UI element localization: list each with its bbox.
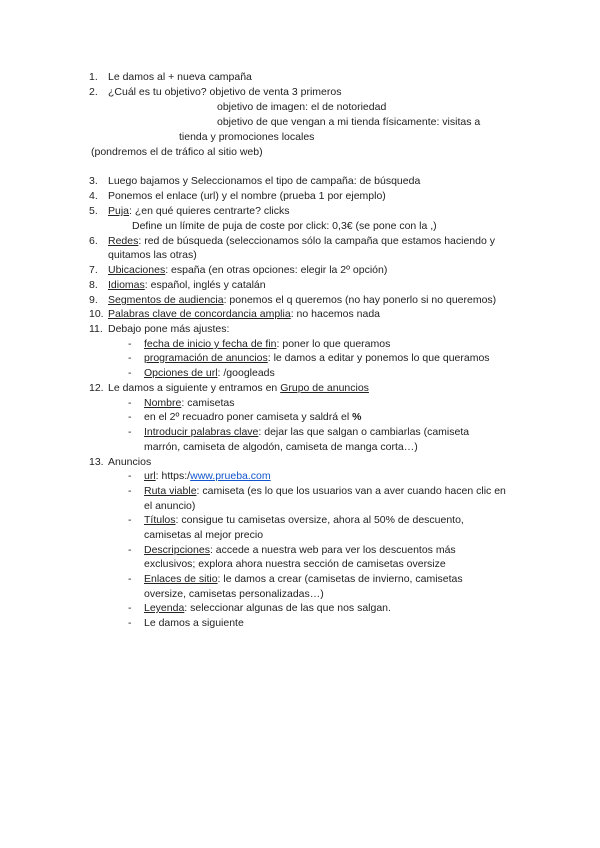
bullet-dash: - (128, 617, 132, 629)
sub-item-continuation: camisetas al mejor precio (144, 529, 264, 541)
sub-item-label: Títulos (144, 514, 176, 526)
item-text: Ponemos el enlace (url) y el nombre (prueba 1 por ejemplo) (108, 190, 386, 202)
bullet-dash: - (128, 573, 132, 585)
item-text: Debajo pone más ajustes: (108, 323, 230, 335)
sub-item: Le damos a siguiente (144, 617, 244, 629)
sub-item-continuation: marrón, camiseta de algodón, camiseta de manga corta…) (144, 441, 418, 453)
item-text: Idiomas: español, inglés y catalán (108, 279, 266, 291)
sub-item-label: Introducir palabras clave (144, 426, 259, 438)
sub-item-continuation: oversize, camisetas personalizadas…) (144, 588, 324, 600)
item-number: 5. (89, 205, 98, 217)
item-number: 1. (89, 71, 98, 83)
sub-item-label: Nombre (144, 397, 182, 409)
bullet-dash: - (128, 470, 132, 482)
item-text: Luego bajamos y Seleccionamos el tipo de campaña: de búsqueda (108, 175, 421, 187)
sub-item: Títulos: consigue tu camisetas oversize, ahora al 50% de descuento, (144, 514, 464, 526)
sub-item: fecha de inicio y fecha de fin: poner lo que queramos (144, 338, 391, 350)
sub-item: Enlaces de sitio: le damos a crear (camisetas de invierno, camisetas (144, 573, 463, 585)
sub-item: Leyenda: seleccionar algunas de las que nos salgan. (144, 602, 391, 614)
sub-item-label: fecha de inicio y fecha de fin (144, 338, 277, 350)
item-text: Palabras clave de concordancia amplia: no hacemos nada (108, 308, 381, 320)
item-note: (pondremos el de tráfico al sitio web) (91, 146, 263, 158)
item-label: Grupo de anuncios (280, 382, 369, 394)
sub-item: programación de anuncios: le damos a editar y ponemos lo que queramos (144, 352, 490, 364)
item-label: Segmentos de audiencia (108, 294, 224, 306)
bullet-dash: - (128, 485, 132, 497)
sub-item-label: Descripciones (144, 544, 210, 556)
bullet-dash: - (128, 514, 132, 526)
item-text: Le damos a siguiente y entramos en Grupo de anuncios (108, 382, 369, 394)
sub-item: Introducir palabras clave: dejar las que salgan o cambiarlas (camiseta (144, 426, 470, 438)
item-number: 13. (89, 456, 104, 468)
item-number: 10. (89, 308, 104, 320)
sub-item-label: Opciones de url (144, 367, 218, 379)
item-number: 3. (89, 175, 98, 187)
item-continuation: objetivo de que vengan a mi tienda físicamente: visitas a (217, 116, 481, 128)
item-number: 7. (89, 264, 98, 276)
item-text: Segmentos de audiencia: ponemos el q queremos (no hay ponerlo si no queremos) (108, 294, 497, 306)
item-number: 4. (89, 190, 98, 202)
item-label: Puja (108, 205, 130, 217)
item-text: Le damos al + nueva campaña (108, 71, 252, 83)
item-continuation: Define un límite de puja de coste por click: 0,3€ (se pone con la ,) (132, 220, 437, 232)
item-number: 9. (89, 294, 98, 306)
bullet-dash: - (128, 338, 132, 350)
item-number: 12. (89, 382, 104, 394)
bullet-dash: - (128, 397, 132, 409)
item-text: Anuncios (108, 456, 152, 468)
item-number: 6. (89, 235, 98, 247)
sub-item-label: Ruta viable (144, 485, 197, 497)
item-number: 8. (89, 279, 98, 291)
sub-item-label: Leyenda (144, 602, 185, 614)
item-continuation: objetivo de imagen: el de notoriedad (217, 101, 387, 113)
bullet-dash: - (128, 411, 132, 423)
sub-item: Opciones de url: /googleads (144, 367, 275, 379)
sub-item: Nombre: camisetas (144, 397, 235, 409)
bullet-dash: - (128, 602, 132, 614)
item-label: Idiomas (108, 279, 145, 291)
bullet-dash: - (128, 544, 132, 556)
sub-item: Ruta viable: camiseta (es lo que los usuarios van a aver cuando hacen clic en (144, 485, 506, 497)
item-number: 2. (89, 86, 98, 98)
item-text: Puja: ¿en qué quieres centrarte? clicks (108, 205, 290, 217)
bullet-dash: - (128, 352, 132, 364)
bullet-dash: - (128, 426, 132, 438)
item-text: ¿Cuál es tu objetivo? objetivo de venta 3 primeros (108, 86, 342, 98)
item-continuation: quitamos las otras) (108, 249, 197, 261)
sub-item: en el 2º recuadro poner camiseta y saldrá el % (144, 411, 362, 423)
item-continuation: tienda y promociones locales (179, 131, 315, 143)
bullet-dash: - (128, 367, 132, 379)
item-label: Ubicaciones (108, 264, 166, 276)
sub-item: url: https:/www.prueba.com (144, 470, 271, 482)
sub-item: Descripciones: accede a nuestra web para ver los descuentos más (144, 544, 456, 556)
item-text: Ubicaciones: españa (en otras opciones: elegir la 2º opción) (108, 264, 388, 276)
sub-item-continuation: el anuncio) (144, 500, 196, 512)
item-text: Redes: red de búsqueda (seleccionamos sólo la campaña que estamos haciendo y (108, 235, 495, 247)
sub-item-continuation: exclusivos; explora ahora nuestra sección de camisetas oversize (144, 558, 446, 570)
item-label: Redes (108, 235, 139, 247)
item-number: 11. (89, 323, 103, 335)
item-label: Palabras clave de concordancia amplia (108, 308, 291, 320)
sub-item-label: url (144, 470, 156, 482)
sub-item-label: programación de anuncios (144, 352, 268, 364)
sub-item-label: Enlaces de sitio (144, 573, 218, 585)
url-link[interactable]: www.prueba.com (190, 470, 271, 482)
